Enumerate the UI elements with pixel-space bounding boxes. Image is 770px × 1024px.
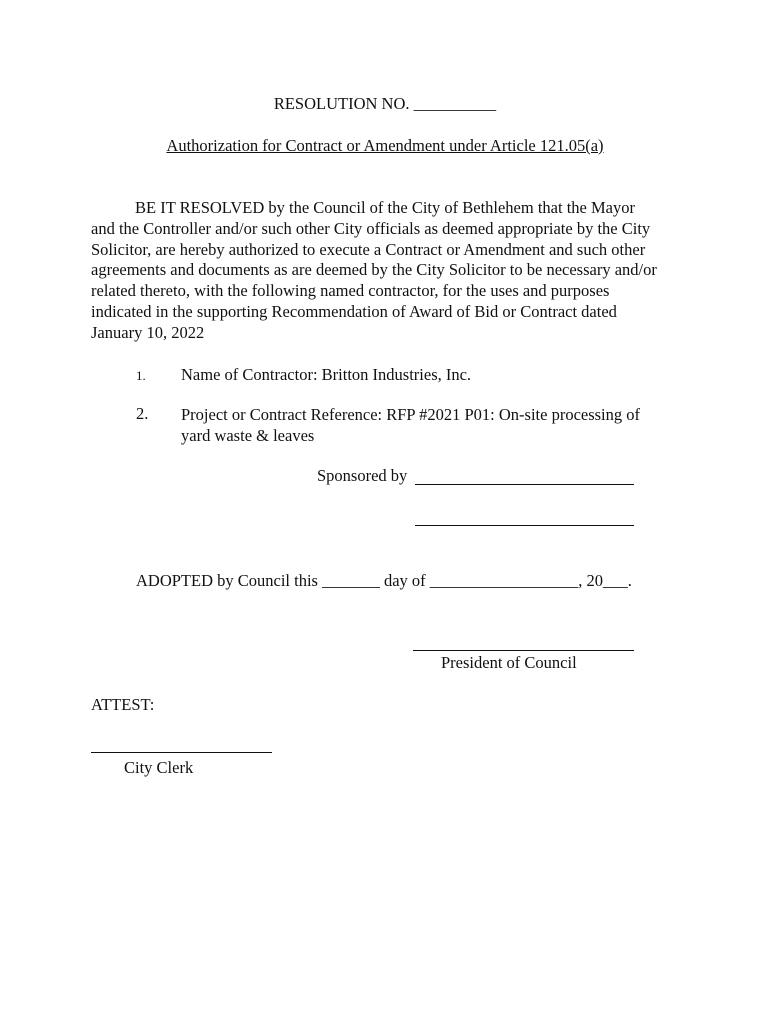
resolution-body xyxy=(91,198,691,344)
body-line: indicated in the supporting Recommendation of Award of Bid or Contract dated xyxy=(91,301,617,321)
resolution-title: RESOLUTION NO. __________ xyxy=(273,94,497,113)
adopted-statement: ADOPTED by Council this _______ day of __________________, 20___. xyxy=(136,571,632,590)
body-line: related thereto, with the following named contractor, for the uses and purposes xyxy=(91,281,610,301)
body-line: January 10, 2022 xyxy=(91,322,205,342)
clerk-signature-line xyxy=(91,752,272,753)
sponsor-signature-line-1 xyxy=(415,484,634,485)
contract-reference-line: Project or Contract Reference: RFP #2021 P01: On-site processing of xyxy=(181,405,641,424)
resolution-subtitle: Authorization for Contract or Amendment under Article 121.05(a) xyxy=(166,136,604,155)
president-signature-line xyxy=(413,650,634,651)
sponsor-signature-line-2 xyxy=(415,525,634,526)
item-number: 2. xyxy=(136,404,149,423)
contract-reference xyxy=(181,404,640,446)
body-line: BE IT RESOLVED by the Council of the City of Bethlehem that the Mayor xyxy=(135,198,635,217)
contractor-name: Name of Contractor: Britton Industries, Inc. xyxy=(181,365,472,384)
body-line: Solicitor, are hereby authorized to execute a Contract or Amendment and such other xyxy=(91,239,646,259)
body-line: agreements and documents as are deemed by the City Solicitor to be necessary and/or xyxy=(91,260,657,280)
contract-reference-line: yard waste & leaves xyxy=(181,426,315,445)
body-line: and the Controller and/or such other City officials as deemed appropriate by the City xyxy=(91,218,651,238)
city-clerk-label: City Clerk xyxy=(124,758,194,777)
sponsored-by-label: Sponsored by xyxy=(317,466,408,485)
item-number: 1. xyxy=(136,368,146,383)
attest-label: ATTEST: xyxy=(91,695,155,714)
president-of-council-label: President of Council xyxy=(441,653,577,672)
